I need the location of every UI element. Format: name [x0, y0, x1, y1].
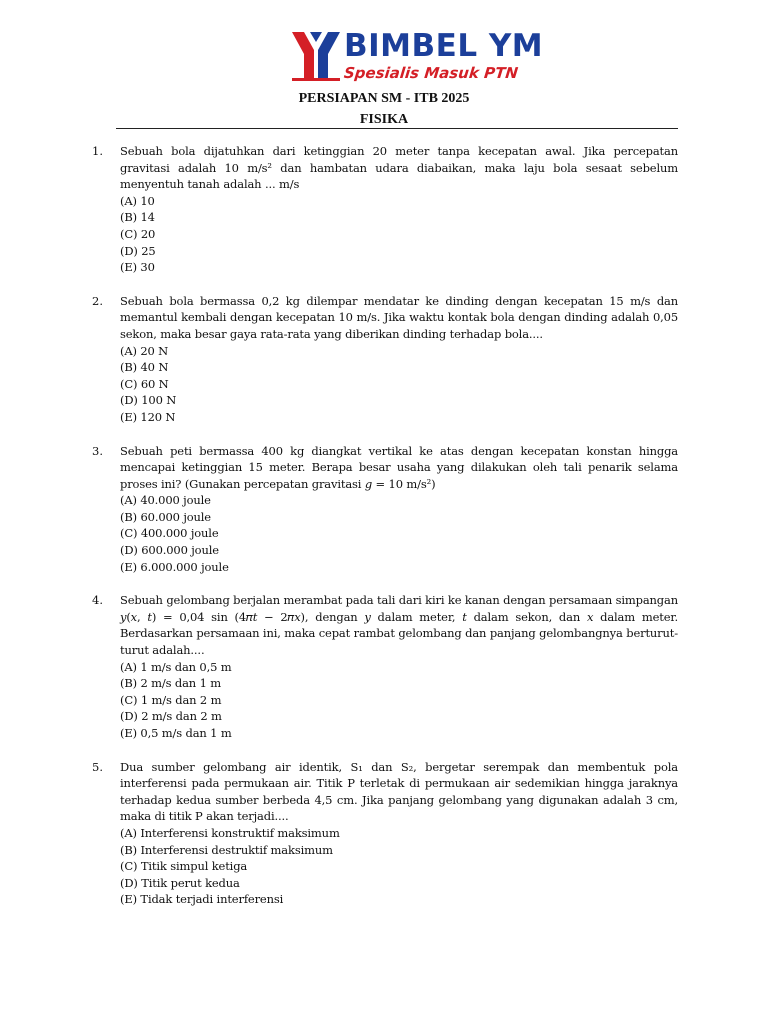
question-number: 1.: [92, 144, 103, 158]
option-a: (A) 40.000 joule: [120, 493, 211, 508]
option-c: (C) Titik simpul ketiga: [120, 859, 248, 874]
option-list: [120, 825, 678, 908]
option-b: (B) 2 m/s dan 1 m: [120, 676, 221, 691]
question-2: [92, 293, 678, 426]
question-1: [92, 143, 678, 276]
option-d: (D) 600.000 joule: [120, 543, 219, 558]
question-number: 2.: [92, 293, 103, 308]
logo-title: BIMBEL YM: [344, 28, 544, 64]
option-d: (D) 100 N: [120, 393, 177, 408]
question-number: 4.: [92, 593, 103, 608]
option-d: (D) 2 m/s dan 2 m: [120, 709, 222, 724]
option-b: (B) 40 N: [120, 360, 169, 375]
option-c: (C) 60 N: [120, 376, 169, 391]
option-c: (C) 400.000 joule: [120, 526, 219, 541]
document-header: [0, 88, 768, 130]
option-a: (A) Interferensi konstruktif maksimum: [120, 825, 340, 840]
option-e: (E) 120 N: [120, 409, 176, 424]
question-3: [92, 443, 678, 576]
option-list: [120, 343, 678, 426]
option-e: (E) 0,5 m/s dan 1 m: [120, 726, 232, 740]
option-a: (A) 20 N: [120, 343, 169, 358]
header-divider: [116, 128, 678, 129]
option-list: [120, 193, 678, 276]
option-e: (E) Tidak terjadi interferensi: [120, 892, 284, 907]
logo-tagline: Spesialis Masuk PTN: [343, 64, 519, 82]
logo: [290, 28, 544, 84]
question-text: Sebuah bola dijatuhkan dari ketinggian 20 meter tanpa kecepatan awal. Jika percepatan gravitasi adalah 10 m/s² dan hambatan udara diabaikan, maka laju bola sesaat sebelum menyentuh tanah adalah ... m/s: [120, 144, 678, 192]
option-d: (D) 25: [120, 243, 156, 258]
question-text: Sebuah bola bermassa 0,2 kg dilempar mendatar ke dinding dengan kecepatan 15 m/s dan memantul kembali dengan kecepatan 10 m/s. Jika waktu kontak bola dengan dinding adalah 0,05 sekon, maka besar gaya rata-rata yang diberikan dinding terhadap bola....: [120, 293, 678, 341]
question-text: Sebuah gelombang berjalan merambat pada tali dari kiri ke kanan dengan persamaan simpangan 𝑦(𝑥, 𝑡) = 0,04 sin (4𝜋𝑡 − 2𝜋𝑥), dengan 𝑦 dalam meter, 𝑡 dalam sekon, dan 𝑥 dalam meter. Berdasarkan persamaan ini, maka cepat rambat gelombang dan panjang gelombangnya berturut-turut adalah....: [120, 593, 678, 658]
logo-y-mark-icon: [290, 28, 342, 82]
document-subject: FISIKA: [359, 112, 409, 127]
option-b: (B) 60.000 joule: [120, 509, 211, 524]
option-list: [120, 659, 678, 742]
question-text: Sebuah peti bermassa 400 kg diangkat vertikal ke atas dengan kecepatan konstan hingga mencapai ketinggian 15 meter. Berapa besar usaha yang dilakukan oleh tali penarik selama proses ini? (Gunakan percepatan gravitasi 𝑔 = 10 m/s²): [120, 443, 678, 491]
question-list: [92, 143, 678, 925]
option-e: (E) 30: [120, 260, 155, 275]
question-4: [92, 592, 678, 741]
option-b: (B) Interferensi destruktif maksimum: [120, 842, 333, 857]
option-e: (E) 6.000.000 joule: [120, 559, 229, 574]
question-number: 5.: [92, 759, 103, 774]
option-c: (C) 1 m/s dan 2 m: [120, 692, 222, 707]
option-c: (C) 20: [120, 226, 156, 241]
option-list: [120, 492, 678, 575]
option-a: (A) 10: [120, 193, 155, 208]
question-5: [92, 759, 678, 908]
option-d: (D) Titik perut kedua: [120, 875, 240, 890]
document-title: PERSIAPAN SM - ITB 2025: [298, 91, 470, 106]
option-b: (B) 14: [120, 210, 155, 225]
question-number: 3.: [92, 443, 103, 458]
question-text: Dua sumber gelombang air identik, S₁ dan S₂, bergetar serempak dan membentuk pola interferensi pada permukaan air. Titik P terletak di permukaan air sedemikian hingga jaraknya terhadap kedua sumber berbeda 4,5 cm. Jika panjang gelombang yang digunakan adalah 3 cm, maka di titik P akan terjadi....: [120, 759, 678, 824]
option-a: (A) 1 m/s dan 0,5 m: [120, 659, 232, 674]
